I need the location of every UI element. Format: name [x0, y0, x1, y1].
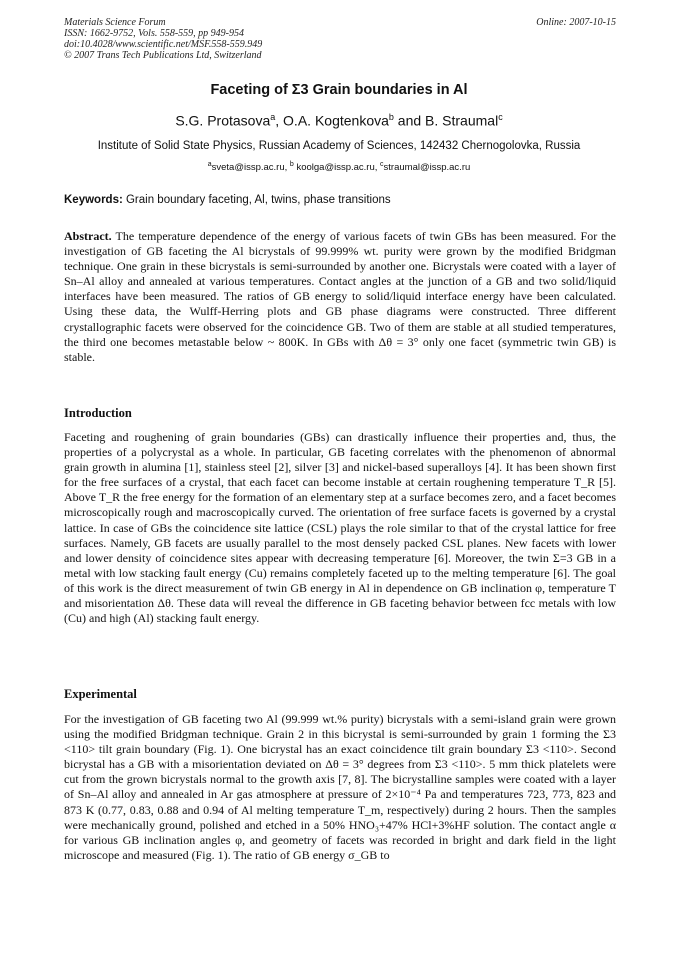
introduction-text: [64, 430, 616, 626]
author-name: O.A. Kogtenkova: [283, 112, 389, 129]
affiliation-mark: c: [380, 161, 384, 168]
affiliation-mark: b: [388, 112, 394, 122]
email-address: straumal@issp.ac.ru: [383, 162, 471, 174]
paper-title: Faceting of Σ3 Grain boundaries in Al: [210, 82, 468, 98]
section-heading-introduction: Introduction: [64, 406, 132, 420]
author-name: S.G. Protasova: [175, 112, 271, 129]
author-separator: and: [393, 112, 426, 129]
journal-header: [64, 17, 616, 61]
abstract: [64, 229, 616, 365]
copyright-line: © 2007 Trans Tech Publications Ltd, Switzerland: [64, 50, 262, 61]
doi-line: doi:10.4028/www.scientific.net/MSF.558-559.949: [64, 39, 263, 50]
keywords: [64, 194, 616, 206]
institution: Institute of Solid State Physics, Russian Academy of Sciences, 142432 Chernogolovka, Russia: [97, 140, 581, 152]
online-date: Online: 2007-10-15: [536, 17, 616, 28]
affiliation-mark: b: [289, 161, 294, 168]
keywords-text: Grain boundary faceting, Al, twins, phase transitions: [122, 194, 391, 206]
author-emails: [0, 161, 678, 173]
author-name: B. Straumal: [425, 112, 499, 129]
experimental-text: [64, 712, 616, 863]
email-address: sveta@issp.ac.ru,: [211, 162, 290, 174]
journal-name: Materials Science Forum: [64, 17, 166, 28]
email-address: koolga@issp.ac.ru,: [293, 162, 381, 174]
introduction-paragraph: Faceting and roughening of grain boundaries (GBs) can drastically influence their properties and, thus, the properties of a polycrystal as a whole. In particular, GB faceting correlates with the phenomenon of abnormal grain growth in alumina [1], stainless steel [2], silver [3] and nickel-based superalloys [4]. It has been shown first for the free surfaces of a crystal, that each facet can become instable at certain roughening temperature T_R [5]. Above T_R the free energy for the formation of an elementary step at a surface becomes zero, and a facet becomes microscopically rough and macroscopically curved. The orientation of free surface facets is governed by a crystal lattice. In case of GBs the coincidence site lattice (CSL) plays the role similar to that of the crystal lattice for free surfaces. Namely, GB facets are usually parallel to the most densely packed CSL planes. New facets with lower and lower density of coincidence sites appear with decreasing temperature [6]. Moreover, the twin Σ=3 GB in a metal with low stacking fault energy (Cu) remains completely faceted up to the melting temperature [6]. The goal of this work is the direct measurement of twin GB energy in Al in dependence on GB inclination φ, temperature T and misorientation Δθ. These data will reveal the difference in GB faceting behavior between fcc metals with low (Cu) and high (Al) stacking fault energy.: [64, 430, 616, 626]
keywords-label: Keywords:: [64, 194, 123, 206]
issn-line: ISSN: 1662-9752, Vols. 558-559, pp 949-954: [64, 28, 244, 39]
affiliation-mark: c: [498, 112, 503, 122]
abstract-text: The temperature dependence of the energy of various facets of twin GBs has been measured. For the investigation of GB faceting the Al bicrystals of 99.999% wt. purity were grown by the modified Bridgman technique. One grain in these bicrystals is semi-surrounded by another one. Bicrystals were coated with a layer of Sn–Al alloy and annealed at various temperatures. Contact angles at the junction of a GB and two solid/liquid interfaces have been measured. The ratios of GB energy to solid/liquid interface energy have been calculated. Using these data, the Wulff-Herring plots and GB phase diagrams were constructed. Three different crystallographic facets were observed for the coincidence GB. Two of them are stable at all studied temperatures, the third one becomes metastable below ~ 800K. In GBs with Δθ = 3° only one facet (symmetric twin GB) is stable.: [64, 229, 616, 364]
experimental-paragraph: For the investigation of GB faceting two Al (99.999 wt.% purity) bicrystals with a semi-island grain were grown using the modified Bridgman technique. Grain 2 in this bicrystal is semi-surrounded by grain 1 forming the Σ3 <110> tilt grain boundary (Fig. 1). One bicrystal has an exact coincidence tilt grain boundary Σ3 <110>. Second bicrystal has a GB with a misorientation deviated on Δθ = 3° degrees from Σ3 <110>. 5 mm thick platelets were cut from the grown bicrystals normal to the growth axis [7, 8]. The bicrystalline samples were coated with a layer of Sn–Al alloy and annealed in Ar gas atmosphere at pressure of 2×10⁻⁴ Pa and temperatures 723, 773, 823 and 873 K (0.77, 0.83, 0.88 and 0.94 of Al melting temperature T_m, respectively) during 2 hours. Then the samples were mechanically ground, polished and etched in a 50% HNO₃+47% HCl+3%HF solution. The contact angle α for various GB inclination angles φ, and geometry of facets was recorded in bright and dark field in the light microscope and measured (Fig. 1). The ratio of GB energy σ_GB to: [64, 712, 616, 862]
author-list: [0, 112, 678, 129]
affiliation-mark: a: [207, 161, 212, 168]
author-separator: ,: [275, 112, 284, 129]
abstract-label: Abstract.: [64, 229, 112, 243]
section-heading-experimental: Experimental: [64, 687, 137, 701]
affiliation-mark: a: [270, 112, 276, 122]
